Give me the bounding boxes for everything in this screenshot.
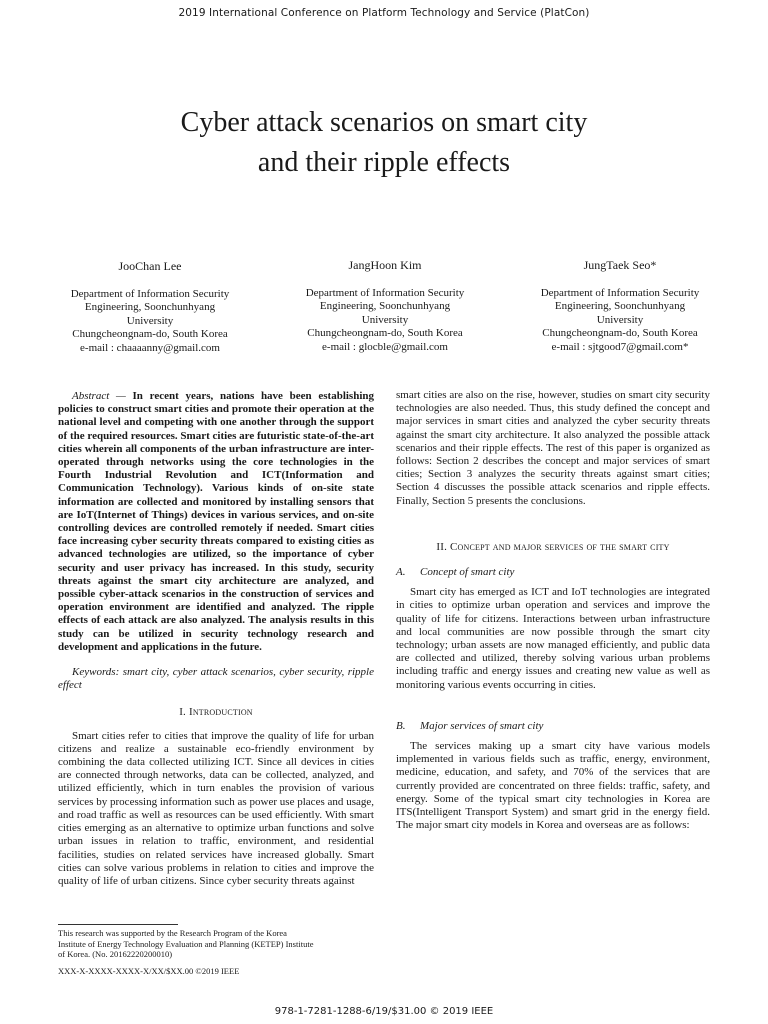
conference-header: 2019 International Conference on Platform Technology and Service (PlatCon): [178, 7, 590, 19]
author-name: JooChan Lee: [118, 259, 182, 273]
footnote-line: Institute of Energy Technology Evaluation and Planning (KETEP) Institute: [58, 938, 314, 949]
author-dept: University: [361, 313, 409, 326]
author-dept: Engineering, Soonchunhyang: [84, 301, 216, 313]
services-paragraph: The services making up a smart city have various models implemented in various fields such as traffic, energy, environment, medicine, education, and safety, and 70% of the services that are currently provided are concentrated on three fields: traffic, safety, and energy. Some of the typical smart city technologies in Korea are ITS(Intelligent Transport System) and smart grid in the energy field. The major smart city models in Korea and overseas are as follows:: [396, 740, 710, 832]
footnote-divider: [58, 924, 178, 925]
abstract: [58, 390, 374, 654]
title-line-1: Cyber attack scenarios on smart city: [180, 107, 588, 138]
author-name: JungTaek Seo*: [583, 258, 657, 272]
author-3: [510, 259, 730, 355]
author-dept: University: [126, 314, 174, 327]
author-dept: University: [596, 313, 644, 326]
section-heading-concept: II. Concept and major services of the smart city: [436, 540, 670, 553]
section-heading-introduction: I. Introduction: [179, 706, 253, 719]
subsection-heading-services: [396, 720, 710, 733]
subsection-label: B.: [396, 719, 406, 732]
author-location: Chungcheongnam-do, South Korea: [307, 327, 463, 339]
paper-title: [0, 103, 768, 183]
author-dept: Engineering, Soonchunhyang: [554, 300, 686, 312]
author-name: JangHoon Kim: [348, 258, 422, 272]
author-dept: Department of Information Security: [70, 287, 230, 300]
author-location: Chungcheongnam-do, South Korea: [72, 328, 228, 340]
left-column: [58, 390, 374, 888]
author-block: [40, 260, 730, 355]
author-dept: Engineering, Soonchunhyang: [319, 300, 451, 312]
author-1: [40, 260, 260, 355]
author-email: e-mail : glocble@gmail.com: [322, 340, 448, 353]
author-2: [275, 259, 495, 355]
author-email: e-mail : chaaaanny@gmail.com: [80, 341, 220, 354]
abstract-label: Abstract —: [72, 390, 126, 402]
footnote-line: This research was supported by the Research Program of the Korea: [58, 928, 287, 938]
keywords: Keywords: smart city, cyber attack scenarios, cyber security, ripple effect: [58, 666, 374, 692]
author-email: e-mail : sjtgood7@gmail.com*: [551, 340, 689, 353]
footnote-line: of Korea. (No. 20162220200010): [58, 949, 173, 959]
footnote: [58, 928, 376, 960]
copyright-notice: XXX-X-XXXX-XXXX-X/XX/$XX.00 ©2019 IEEE: [58, 966, 240, 976]
title-line-2: and their ripple effects: [257, 147, 511, 178]
subsection-title: Concept of smart city: [420, 566, 515, 579]
author-dept: Department of Information Security: [305, 286, 465, 299]
subsection-heading-concept: [396, 566, 710, 579]
footer-isbn: 978-1-7281-1288-6/19/$31.00 © 2019 IEEE: [274, 1006, 494, 1017]
abstract-text: In recent years, nations have been establishing policies to construct smart cities and promote their operation at the national level and competing with one another through the support of the required resources. Smart cities are futuristic state-of-the-art cities wherein all components of the urban infrastructure are inter-operated through networks using the core technologies in the Fourth Industrial Revolution and ICT(Information and Communication Technology). Various kinds of on-site state information are collected and monitored by installing sensors that are IoT(Internet of Things) devices in various services, and on-site controlling devices are controlled remotely if needed. Smart cities face increasing cyber security threats compared to existing cities as advanced technologies are utilized, so the importance of cyber security and user privacy has increased. In this study, security threats against the smart city architecture are analyzed, and possible cyber-attack scenarios in the construction of services and operation environment are identified and analyzed. The ripple effects of each attack are also analyzed. The analysis results in this study can be utilized in security technology research and development and applications in the future.: [58, 390, 375, 653]
author-dept: Department of Information Security: [540, 286, 700, 299]
intro-paragraph: Smart cities refer to cities that improve the quality of life for urban citizens and realize a sustainable eco-friendly environment by combining the data collected utilizing ICT. Since all devices in cities are connected through networks, data can be collected, analyzed, and utilized efficiently, which in turn enables the provision of various services by processing information such as power use places and usage, and road traffic as well as resources can be used efficiently. With smart cities emerging as an alternative to optimize urban functions and solve urban issues in relation to traffic, environment, and residential facilities, studies on related services have increased globally. Smart cities can solve various problems in relation to cities and improve the quality of life of urban citizens. Since cyber security threats against: [58, 729, 374, 887]
right-column: [396, 389, 710, 832]
author-location: Chungcheongnam-do, South Korea: [542, 327, 698, 339]
concept-paragraph: Smart city has emerged as ICT and IoT technologies are integrated in cities to optimize urban operation and services and improve the quality of life for citizens. Interactions between urban infrastructure and local communities are now possible through the smart city technology; urban assets are now managed efficiently, and public data are collected and utilized, thereby solving various urban problems including traffic and energy issues and creating new value as well as monitoring various events occurring in cities.: [396, 586, 710, 691]
intro-paragraph-continued: smart cities are also on the rise, however, studies on smart city security technologies are also needed. Thus, this study defined the concept and major services in smart cities and analyzed the cyber security threats against the smart city architecture. It also analyzed the possible attack scenarios and their ripple effects. The rest of this paper is organized as follows: Section 2 describes the concept and major services of smart cities; Section 3 analyzes the security threats against smart cities; Section 4 discusses the possible attack scenarios and ripple effects. Finally, Section 5 presents the conclusions.: [396, 389, 710, 507]
subsection-label: A.: [396, 566, 406, 579]
subsection-title: Major services of smart city: [420, 719, 544, 732]
